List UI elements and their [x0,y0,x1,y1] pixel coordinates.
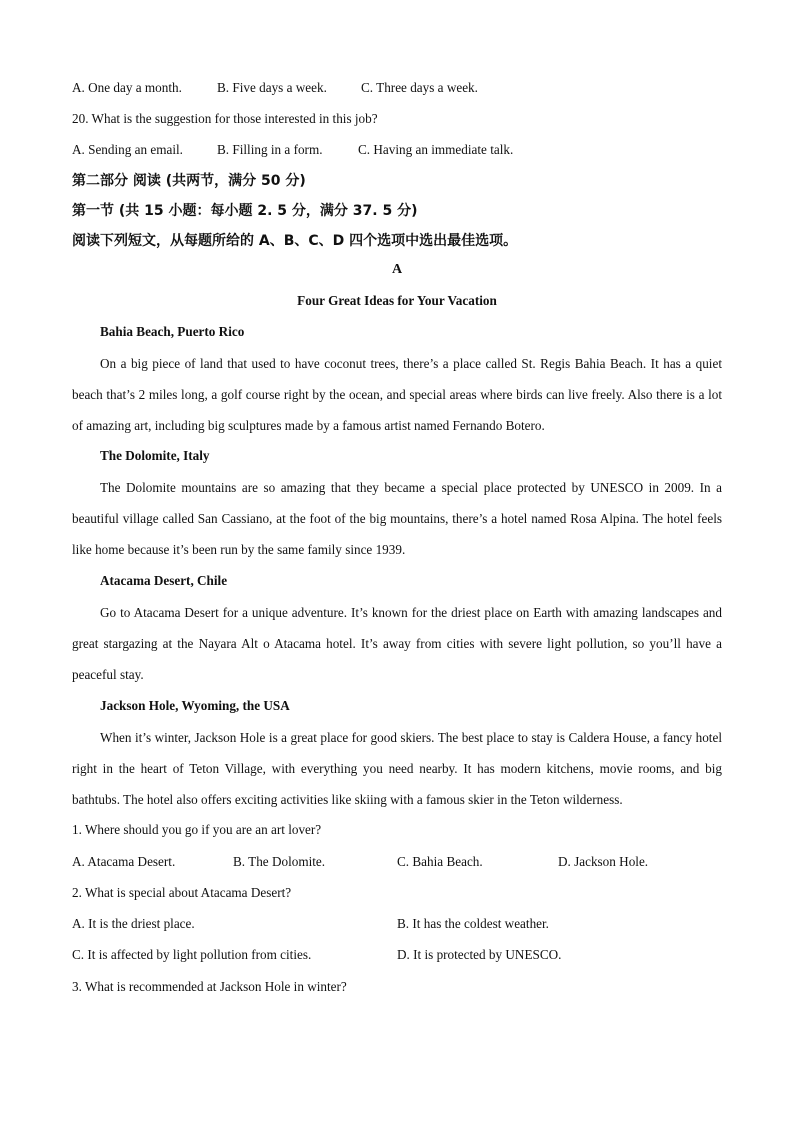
passage-title: Four Great Ideas for Your Vacation [297,293,497,308]
q1-option-c[interactable]: C. Bahia Beach. [397,854,483,869]
q20-option-a[interactable]: A. Sending an email. [72,142,183,157]
q20-option-c[interactable]: C. Having an immediate talk. [358,142,514,157]
q2-option-a[interactable]: A. It is the driest place. [72,916,195,931]
place-text-jackson: When it’s winter, Jackson Hole is a great place for good skiers. The best place to stay is Caldera House, a fancy hotel right in the heart of Teton Village, with everything you need nearby. It has modern kitchens, movie rooms, and big bathtubs. The hotel also offers exciting activities like skiing with a famous skier in the Teton wilderness. [72,730,722,808]
place-heading-atacama: Atacama Desert, Chile [100,573,228,588]
q20-stem: 20. What is the suggestion for those interested in this job? [72,111,378,126]
q19-option-c[interactable]: C. Three days a week. [361,80,478,95]
q20-option-b[interactable]: B. Filling in a form. [217,142,323,157]
place-heading-dolomite: The Dolomite, Italy [100,448,210,463]
q19-option-b[interactable]: B. Five days a week. [217,80,327,95]
q2-option-c[interactable]: C. It is affected by light pollution from cities. [72,947,312,962]
place-heading-jackson: Jackson Hole, Wyoming, the USA [100,698,290,713]
q2-option-b[interactable]: B. It has the coldest weather. [397,916,549,931]
part-heading: 第二部分 阅读 (共两节，满分 50 分) [72,173,306,189]
sub-heading: 第一节 (共 15 小题：每小题 2. 5 分，满分 37. 5 分) [72,203,418,219]
q2-option-d[interactable]: D. It is protected by UNESCO. [397,947,562,962]
q2-stem: 2. What is special about Atacama Desert? [72,885,292,900]
q1-option-d[interactable]: D. Jackson Hole. [558,854,649,869]
passage-letter: A [391,262,403,277]
place-text-bahia: On a big piece of land that used to have coconut trees, there’s a place called St. Regis Bahia Beach. It has a quiet beach that’s 2 miles long, a golf course right by the ocean, and special areas where birds can live freely. Also there is a lot of amazing art, including big sculptures made by a famous artist named Fernando Botero. [72,356,722,434]
q1-option-b[interactable]: B. The Dolomite. [233,854,326,869]
q1-option-a[interactable]: A. Atacama Desert. [72,854,176,869]
q1-stem: 1. Where should you go if you are an art lover? [72,822,322,837]
q19-option-a[interactable]: A. One day a month. [72,80,182,95]
q3-stem: 3. What is recommended at Jackson Hole in winter? [72,979,347,994]
place-text-atacama: Go to Atacama Desert for a unique adventure. It’s known for the driest place on Earth with amazing landscapes and great stargazing at the Nayara Alt o Atacama hotel. It’s away from cities with severe light pollution, so you’ll have a peaceful stay. [72,605,722,683]
instruction: 阅读下列短文，从每题所给的 A、B、C、D 四个选项中选出最佳选项。 [72,233,518,249]
place-heading-bahia: Bahia Beach, Puerto Rico [100,324,245,339]
place-text-dolomite: The Dolomite mountains are so amazing that they became a special place protected by UNESCO in 2009. In a beautiful village called San Cassiano, at the foot of the big mountains, there’s a hotel named Rosa Alpina. The hotel feels like home because it’s been run by the same family since 1939. [72,480,722,558]
